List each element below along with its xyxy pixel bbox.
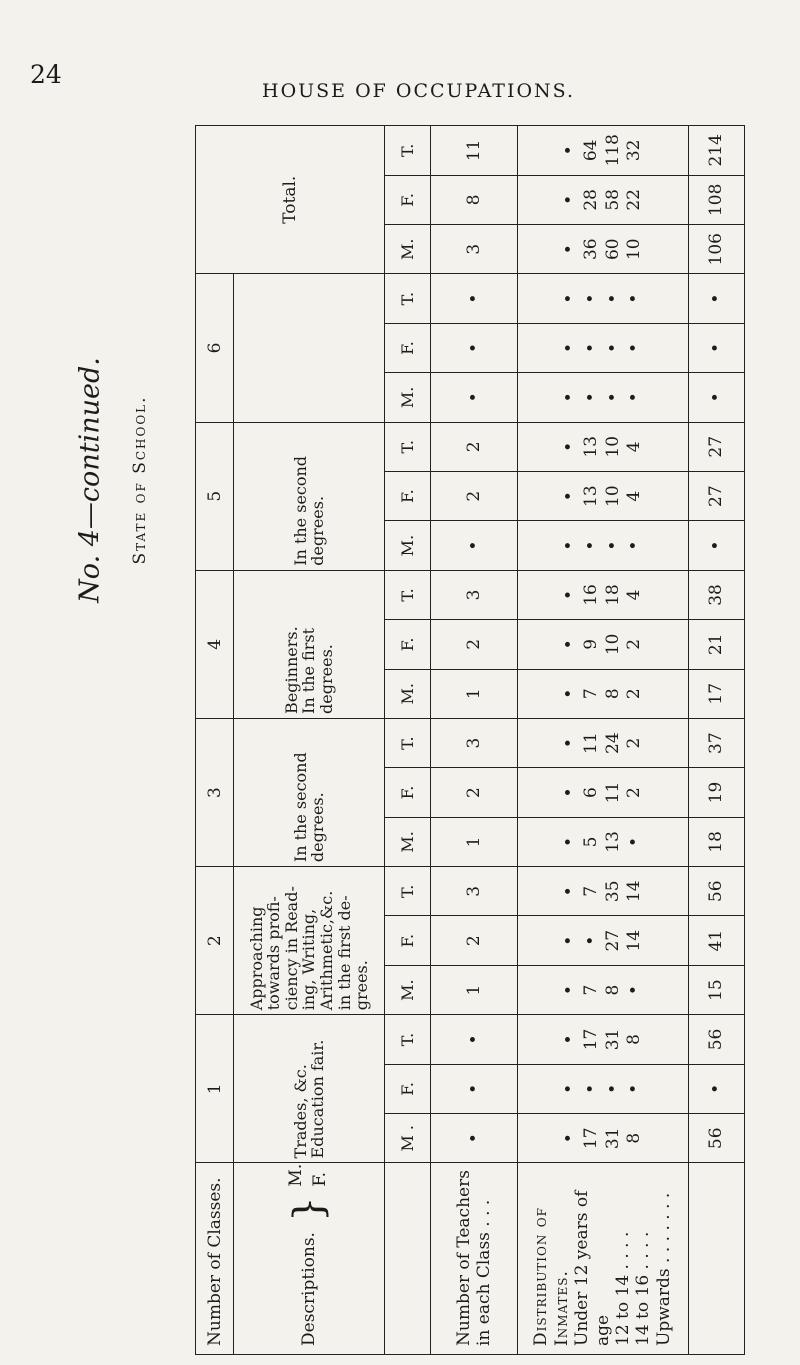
dist-cell	[517, 1064, 688, 1113]
col-head: T.	[385, 718, 431, 767]
dist-value: •	[624, 985, 645, 996]
class-3-description	[234, 718, 385, 866]
dist-value: 31	[602, 1028, 623, 1051]
description-line: in the first de-	[334, 895, 354, 1011]
age-row-label: Upwards . . . . . . .	[653, 1192, 674, 1346]
class-6-description	[234, 274, 385, 422]
dist-cell	[517, 570, 688, 619]
page-number: 24	[30, 60, 62, 89]
dist-value: 7	[580, 688, 601, 700]
teachers-cell: •	[431, 1114, 517, 1163]
age-row-label: 14 to 16 . . . .	[633, 1231, 654, 1346]
col-head: M.	[385, 373, 431, 422]
col-head: M.	[385, 965, 431, 1014]
dist-value: •	[559, 787, 580, 798]
desc-f-label: F.	[310, 1172, 331, 1187]
dist-value: •	[580, 343, 601, 354]
description-line: degrees.	[316, 644, 336, 714]
total-cell: •	[688, 521, 744, 570]
col-head: M.	[385, 669, 431, 718]
teachers-cell: 1	[431, 817, 517, 866]
class-4-description	[234, 570, 385, 718]
age-row-label: 12 to 14 . . . .	[612, 1231, 633, 1346]
dist-value: •	[559, 392, 580, 403]
distribution-head2: Inmates.	[551, 1270, 572, 1346]
class-1-description	[234, 1015, 385, 1163]
dist-value: 22	[624, 189, 645, 211]
teachers-cell: 2	[431, 422, 517, 471]
dist-value: •	[580, 392, 601, 403]
dist-value: •	[602, 392, 623, 403]
total-cell: 56	[688, 1114, 744, 1163]
dist-value: 18	[602, 584, 623, 606]
description-line: grees.	[352, 960, 372, 1011]
col-head: F.	[385, 916, 431, 965]
dist-value: 4	[624, 490, 645, 502]
col-head: F.	[385, 323, 431, 372]
dist-value: •	[580, 1083, 601, 1094]
dist-value: 2	[624, 638, 645, 650]
dist-value: 16	[580, 584, 601, 606]
totals-spacer	[688, 1163, 744, 1355]
dist-value: 4	[624, 589, 645, 601]
dist-value: 32	[624, 139, 645, 162]
dist-value: 35	[602, 880, 623, 903]
dist-value: •	[559, 540, 580, 551]
descriptions-row	[234, 126, 385, 1355]
dist-value: 2	[624, 688, 645, 700]
col-head: F.	[385, 620, 431, 669]
dist-value: 8	[624, 1132, 645, 1144]
description-line: Education fair.	[308, 1039, 328, 1159]
class-number-5: 5	[196, 422, 234, 570]
dist-value: •	[559, 244, 580, 255]
table-subtitle: State of School.	[130, 395, 150, 565]
dist-value: 13	[580, 435, 601, 458]
description-line: Trades, &c.	[290, 1064, 310, 1159]
dist-value: •	[624, 392, 645, 403]
dist-cell	[517, 1015, 688, 1064]
teachers-cell: 1	[431, 965, 517, 1014]
total-cell: 21	[688, 620, 744, 669]
row-label-teachers: Number of Teachers in each Class . . .	[431, 1163, 517, 1355]
description-line: degrees.	[308, 792, 328, 863]
description-line: ing, Writing,	[299, 908, 319, 1011]
dist-value: 17	[580, 1127, 601, 1150]
dist-cell	[517, 965, 688, 1014]
total-cell: •	[688, 323, 744, 372]
dist-cell	[517, 521, 688, 570]
dist-cell	[517, 126, 688, 176]
dist-value: •	[559, 935, 580, 946]
col-head: T.	[385, 274, 431, 323]
distribution-row	[517, 126, 688, 1355]
teachers-cell: 3	[431, 867, 517, 916]
teachers-row	[431, 126, 517, 1355]
col-head: F.	[385, 1064, 431, 1113]
dist-value: •	[559, 886, 580, 897]
dist-value: 14	[624, 880, 645, 903]
total-cell: 38	[688, 570, 744, 619]
dist-value: •	[580, 935, 601, 946]
dist-value: •	[559, 985, 580, 996]
description-line: In the first	[299, 627, 319, 714]
dist-cell	[517, 471, 688, 520]
sex-header-row	[385, 126, 431, 1355]
total-cell: 214	[688, 126, 744, 176]
dist-value: •	[559, 491, 580, 502]
col-head: M.	[385, 521, 431, 570]
row-label-descriptions	[234, 1163, 385, 1355]
teachers-cell: 3	[431, 225, 517, 274]
dist-value: 36	[580, 238, 601, 261]
dist-cell	[517, 817, 688, 866]
dist-value: •	[559, 1133, 580, 1144]
dist-value: 8	[602, 984, 623, 996]
col-head: M.	[385, 817, 431, 866]
dist-value: 14	[624, 929, 645, 952]
class-number-1: 1	[196, 1015, 234, 1163]
dist-value: •	[559, 688, 580, 699]
class-number-2: 2	[196, 867, 234, 1015]
teachers-cell: 3	[431, 718, 517, 767]
dist-value: 64	[580, 139, 601, 162]
dist-value: 10	[602, 633, 623, 656]
desc-m-label: M.	[286, 1163, 307, 1187]
row-label-number-of-classes: Number of Classes.	[196, 1163, 234, 1355]
col-head: T.	[385, 422, 431, 471]
dist-value: •	[559, 145, 580, 156]
dist-cell	[517, 225, 688, 274]
teachers-cell: 11	[431, 126, 517, 176]
dist-value: 31	[602, 1127, 623, 1150]
dist-value: •	[624, 540, 645, 551]
col-head: T.	[385, 126, 431, 176]
total-cell: 27	[688, 422, 744, 471]
dist-value: 10	[602, 485, 623, 507]
dist-value: 5	[580, 836, 601, 848]
dist-value: •	[559, 738, 580, 749]
total-cell: 27	[688, 471, 744, 520]
total-cell: 15	[688, 965, 744, 1014]
dist-value: •	[602, 293, 623, 304]
dist-value: 8	[602, 688, 623, 700]
col-head: F.	[385, 175, 431, 224]
teachers-cell: •	[431, 323, 517, 372]
dist-value: •	[559, 639, 580, 650]
dist-value: •	[624, 293, 645, 304]
teachers-cell: 2	[431, 768, 517, 817]
teachers-cell: •	[431, 373, 517, 422]
dist-cell	[517, 373, 688, 422]
totals-row	[688, 126, 744, 1355]
table-title: No. 4—continued.	[74, 357, 106, 603]
dist-value: •	[602, 343, 623, 354]
dist-value: •	[580, 540, 601, 551]
dist-value: 2	[624, 787, 645, 798]
teachers-cell: 2	[431, 916, 517, 965]
teachers-cell: 2	[431, 471, 517, 520]
teachers-cell: 2	[431, 620, 517, 669]
brace-symbol: }	[286, 1196, 333, 1223]
dist-value: 9	[580, 638, 601, 650]
dist-value: •	[602, 1083, 623, 1094]
col-head: T.	[385, 867, 431, 916]
dist-cell	[517, 175, 688, 224]
col-head: T.	[385, 570, 431, 619]
total-cell: 18	[688, 817, 744, 866]
col-head: M .	[385, 1114, 431, 1163]
teachers-cell: •	[431, 521, 517, 570]
teachers-cell: •	[431, 274, 517, 323]
school-state-table	[195, 125, 745, 1355]
col-head: T.	[385, 1015, 431, 1064]
dist-cell	[517, 718, 688, 767]
dist-cell	[517, 323, 688, 372]
description-line: Arithmetic,&c.	[316, 890, 336, 1011]
dist-value: 13	[580, 485, 601, 507]
dist-value: 27	[602, 929, 623, 952]
class-number-6: 6	[196, 274, 234, 422]
dist-value: •	[559, 441, 580, 452]
dist-value: •	[559, 194, 580, 205]
total-cell: 37	[688, 718, 744, 767]
total-cell: 56	[688, 867, 744, 916]
dist-cell	[517, 669, 688, 718]
dist-cell	[517, 768, 688, 817]
classes-number-row	[196, 126, 234, 1355]
dist-value: •	[559, 589, 580, 600]
dist-value: 6	[580, 787, 601, 798]
class-5-description	[234, 422, 385, 570]
description-line: Approaching	[246, 906, 266, 1011]
dist-value: 10	[624, 238, 645, 261]
teachers-cell: •	[431, 1064, 517, 1113]
dist-value: •	[624, 836, 645, 847]
dist-value: •	[559, 836, 580, 847]
dist-value: •	[624, 1083, 645, 1094]
description-line: towards profi-	[264, 896, 284, 1011]
dist-cell	[517, 867, 688, 916]
dist-value: •	[580, 293, 601, 304]
total-cell: •	[688, 1064, 744, 1113]
dist-value: •	[559, 293, 580, 304]
total-cell: 106	[688, 225, 744, 274]
description-line: In the second	[290, 752, 310, 863]
dist-value: 118	[602, 134, 623, 167]
total-header: Total.	[196, 126, 385, 274]
dist-value: •	[602, 540, 623, 551]
dist-value: •	[559, 343, 580, 354]
dist-value: 11	[602, 781, 623, 804]
sex-header-spacer	[385, 1163, 431, 1355]
dist-cell	[517, 422, 688, 471]
dist-cell	[517, 1114, 688, 1163]
dist-value: 4	[624, 441, 645, 453]
descriptions-label: Descriptions.	[299, 1232, 320, 1346]
dist-value: 58	[602, 189, 623, 211]
teachers-cell: 1	[431, 669, 517, 718]
running-head: HOUSE OF OCCUPATIONS.	[262, 80, 576, 102]
dist-value: •	[559, 1034, 580, 1045]
total-cell: 17	[688, 669, 744, 718]
total-cell: 108	[688, 175, 744, 224]
dist-value: 28	[580, 189, 601, 211]
total-cell: •	[688, 274, 744, 323]
dist-value: 17	[580, 1028, 601, 1051]
total-cell: 19	[688, 768, 744, 817]
age-row-label: Under 12 years of age	[572, 1190, 613, 1346]
row-label-distribution	[517, 1163, 688, 1355]
dist-value: •	[559, 1083, 580, 1094]
description-line: Beginners.	[281, 626, 301, 714]
total-cell: 41	[688, 916, 744, 965]
dist-cell	[517, 916, 688, 965]
class-2-description	[234, 867, 385, 1015]
distribution-head: Distribution of	[531, 1207, 552, 1346]
class-number-3: 3	[196, 718, 234, 866]
teachers-cell: 8	[431, 175, 517, 224]
dist-cell	[517, 274, 688, 323]
col-head: F.	[385, 471, 431, 520]
total-cell: 56	[688, 1015, 744, 1064]
description-line: In the second	[290, 455, 310, 566]
dist-value: 7	[580, 885, 601, 897]
dist-value: 8	[624, 1034, 645, 1045]
rotated-table-container	[195, 125, 745, 1355]
dist-value: 11	[580, 732, 601, 754]
dist-value: 24	[602, 732, 623, 754]
teachers-cell: 3	[431, 570, 517, 619]
dist-value: 13	[602, 831, 623, 853]
dist-value: •	[624, 343, 645, 354]
col-head: M.	[385, 225, 431, 274]
dist-value: 2	[624, 737, 645, 749]
teachers-cell: •	[431, 1015, 517, 1064]
col-head: F.	[385, 768, 431, 817]
dist-cell	[517, 620, 688, 669]
dist-value: 10	[602, 435, 623, 458]
total-cell: •	[688, 373, 744, 422]
dist-value: 7	[580, 984, 601, 996]
dist-value: 60	[602, 238, 623, 261]
description-line: degrees.	[308, 495, 328, 566]
class-number-4: 4	[196, 570, 234, 718]
description-line: ciency in Read-	[281, 886, 301, 1011]
